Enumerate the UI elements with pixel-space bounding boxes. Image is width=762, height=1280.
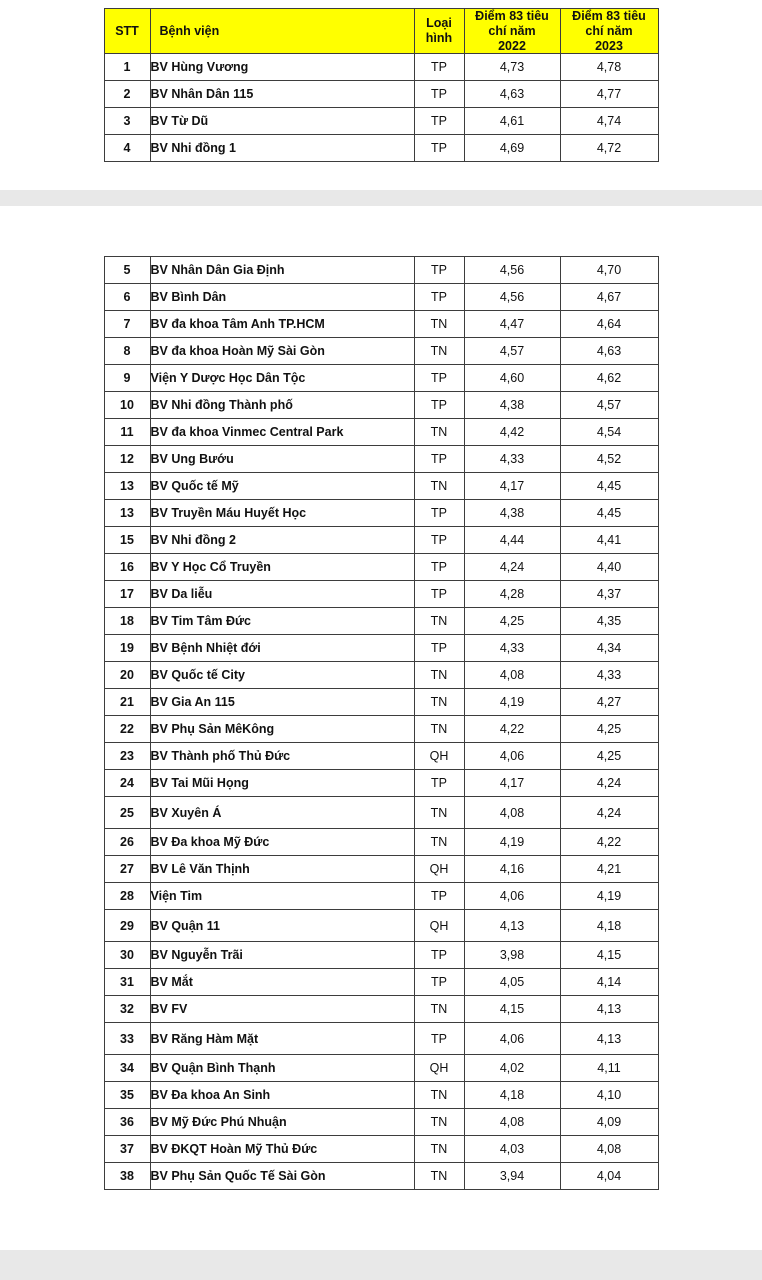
table-row: [104, 500, 658, 527]
cell-type: TP: [414, 284, 464, 311]
cell-score-2023: 4,09: [560, 1109, 658, 1136]
cell-type: QH: [414, 856, 464, 883]
table-row: [104, 797, 658, 829]
table-row: [104, 942, 658, 969]
cell-score-2022: 4,15: [464, 996, 560, 1023]
table-row: [104, 108, 658, 135]
table-header: [104, 9, 658, 54]
table-row: [104, 284, 658, 311]
cell-type: TP: [414, 500, 464, 527]
cell-score-2023: 4,62: [560, 365, 658, 392]
cell-score-2023: 4,13: [560, 1023, 658, 1055]
cell-score-2023: 4,35: [560, 608, 658, 635]
cell-type: TP: [414, 1023, 464, 1055]
cell-stt: 30: [104, 942, 150, 969]
cell-hospital-name: BV Xuyên Á: [150, 797, 414, 829]
cell-stt: 31: [104, 969, 150, 996]
cell-score-2023: 4,77: [560, 81, 658, 108]
cell-hospital-name: BV Từ Dũ: [150, 108, 414, 135]
cell-score-2022: 4,08: [464, 662, 560, 689]
cell-stt: 29: [104, 910, 150, 942]
cell-stt: 21: [104, 689, 150, 716]
cell-stt: 20: [104, 662, 150, 689]
cell-hospital-name: BV Quận Bình Thạnh: [150, 1055, 414, 1082]
cell-type: TN: [414, 473, 464, 500]
cell-hospital-name: BV đa khoa Vinmec Central Park: [150, 419, 414, 446]
cell-type: TN: [414, 311, 464, 338]
cell-score-2023: 4,45: [560, 500, 658, 527]
cell-hospital-name: BV Nhi đồng 1: [150, 135, 414, 162]
cell-score-2022: 4,06: [464, 743, 560, 770]
column-header-2022-line3: 2022: [498, 38, 526, 53]
table-row: [104, 1082, 658, 1109]
cell-stt: 2: [104, 81, 150, 108]
cell-stt: 13: [104, 473, 150, 500]
cell-score-2022: 4,44: [464, 527, 560, 554]
cell-score-2023: 4,08: [560, 1136, 658, 1163]
cell-hospital-name: BV Hùng Vương: [150, 54, 414, 81]
table-row: [104, 338, 658, 365]
cell-type: TP: [414, 581, 464, 608]
cell-hospital-name: BV Nhân Dân Gia Định: [150, 257, 414, 284]
column-header-2023-line1: Điểm 83 tiêu: [572, 9, 646, 23]
cell-score-2022: 4,17: [464, 770, 560, 797]
cell-score-2022: 4,05: [464, 969, 560, 996]
cell-score-2022: 4,73: [464, 54, 560, 81]
column-header-type-line1: Loại: [426, 16, 452, 31]
cell-score-2022: 4,47: [464, 311, 560, 338]
column-header-score-2023: [560, 9, 658, 54]
cell-type: TP: [414, 108, 464, 135]
cell-score-2022: 4,69: [464, 135, 560, 162]
cell-type: TN: [414, 419, 464, 446]
cell-type: TP: [414, 554, 464, 581]
cell-score-2023: 4,25: [560, 716, 658, 743]
cell-score-2023: 4,34: [560, 635, 658, 662]
cell-hospital-name: BV Nhi đồng Thành phố: [150, 392, 414, 419]
cell-score-2023: 4,22: [560, 829, 658, 856]
cell-stt: 28: [104, 883, 150, 910]
cell-score-2023: 4,54: [560, 419, 658, 446]
table-row: [104, 527, 658, 554]
cell-hospital-name: BV FV: [150, 996, 414, 1023]
cell-score-2022: 4,38: [464, 500, 560, 527]
cell-hospital-name: BV Da liễu: [150, 581, 414, 608]
cell-type: TN: [414, 608, 464, 635]
cell-stt: 8: [104, 338, 150, 365]
cell-type: TP: [414, 969, 464, 996]
table-row: [104, 608, 658, 635]
cell-type: TN: [414, 797, 464, 829]
cell-stt: 17: [104, 581, 150, 608]
table-row: [104, 1109, 658, 1136]
cell-stt: 32: [104, 996, 150, 1023]
cell-score-2023: 4,64: [560, 311, 658, 338]
cell-score-2022: 4,08: [464, 1109, 560, 1136]
cell-stt: 34: [104, 1055, 150, 1082]
table-row: [104, 54, 658, 81]
cell-score-2022: 4,13: [464, 910, 560, 942]
table-row: [104, 883, 658, 910]
cell-score-2023: 4,78: [560, 54, 658, 81]
cell-score-2022: 4,22: [464, 716, 560, 743]
cell-score-2023: 4,52: [560, 446, 658, 473]
cell-score-2023: 4,67: [560, 284, 658, 311]
table-row: [104, 392, 658, 419]
cell-hospital-name: BV Nhi đồng 2: [150, 527, 414, 554]
cell-type: TN: [414, 338, 464, 365]
cell-hospital-name: BV Phụ Sản MêKông: [150, 716, 414, 743]
cell-score-2023: 4,57: [560, 392, 658, 419]
cell-score-2022: 4,17: [464, 473, 560, 500]
cell-hospital-name: BV Nguyễn Trãi: [150, 942, 414, 969]
cell-score-2022: 4,02: [464, 1055, 560, 1082]
cell-stt: 9: [104, 365, 150, 392]
table-row: [104, 81, 658, 108]
table-row: [104, 1055, 658, 1082]
cell-score-2022: 4,19: [464, 689, 560, 716]
cell-type: TN: [414, 1109, 464, 1136]
cell-type: TP: [414, 770, 464, 797]
cell-hospital-name: BV Ung Bướu: [150, 446, 414, 473]
cell-hospital-name: BV ĐKQT Hoàn Mỹ Thủ Đức: [150, 1136, 414, 1163]
table-row: [104, 1023, 658, 1055]
table-row: [104, 1163, 658, 1190]
cell-score-2023: 4,74: [560, 108, 658, 135]
cell-hospital-name: BV Mỹ Đức Phú Nhuận: [150, 1109, 414, 1136]
cell-score-2022: 4,38: [464, 392, 560, 419]
cell-score-2023: 4,41: [560, 527, 658, 554]
table-row: [104, 554, 658, 581]
cell-hospital-name: BV Tai Mũi Họng: [150, 770, 414, 797]
cell-stt: 3: [104, 108, 150, 135]
cell-stt: 22: [104, 716, 150, 743]
cell-score-2022: 4,57: [464, 338, 560, 365]
column-header-hospital: Bệnh viện: [150, 9, 414, 54]
cell-score-2022: 4,42: [464, 419, 560, 446]
cell-score-2022: 4,08: [464, 797, 560, 829]
cell-stt: 24: [104, 770, 150, 797]
cell-score-2023: 4,11: [560, 1055, 658, 1082]
cell-stt: 33: [104, 1023, 150, 1055]
cell-score-2022: 4,06: [464, 883, 560, 910]
cell-type: TN: [414, 716, 464, 743]
cell-stt: 5: [104, 257, 150, 284]
cell-score-2023: 4,24: [560, 797, 658, 829]
table-row: [104, 716, 658, 743]
cell-score-2022: 4,16: [464, 856, 560, 883]
cell-hospital-name: BV Mắt: [150, 969, 414, 996]
cell-score-2023: 4,37: [560, 581, 658, 608]
cell-score-2023: 4,25: [560, 743, 658, 770]
table-row: [104, 365, 658, 392]
cell-hospital-name: BV Đa khoa An Sinh: [150, 1082, 414, 1109]
cell-score-2023: 4,04: [560, 1163, 658, 1190]
cell-stt: 1: [104, 54, 150, 81]
column-header-type-line2: hình: [425, 31, 453, 46]
cell-stt: 19: [104, 635, 150, 662]
table-row: [104, 635, 658, 662]
table-body-part1: [104, 54, 658, 162]
table-row: [104, 662, 658, 689]
cell-type: TN: [414, 1082, 464, 1109]
cell-score-2022: 3,94: [464, 1163, 560, 1190]
cell-stt: 18: [104, 608, 150, 635]
cell-hospital-name: BV Bình Dân: [150, 284, 414, 311]
table-header-row: [104, 9, 658, 54]
cell-score-2023: 4,63: [560, 338, 658, 365]
cell-hospital-name: BV đa khoa Hoàn Mỹ Sài Gòn: [150, 338, 414, 365]
cell-hospital-name: BV Quận 11: [150, 910, 414, 942]
cell-stt: 7: [104, 311, 150, 338]
table-row: [104, 1136, 658, 1163]
cell-type: TN: [414, 829, 464, 856]
cell-score-2023: 4,72: [560, 135, 658, 162]
cell-type: TP: [414, 527, 464, 554]
table-row: [104, 473, 658, 500]
cell-type: TP: [414, 635, 464, 662]
column-header-2023-line3: 2023: [595, 38, 623, 53]
cell-stt: 26: [104, 829, 150, 856]
hospital-ranking-table-part2: [104, 256, 659, 1190]
cell-hospital-name: BV Bệnh Nhiệt đới: [150, 635, 414, 662]
cell-type: TP: [414, 392, 464, 419]
cell-type: TP: [414, 883, 464, 910]
cell-hospital-name: Viện Y Dược Học Dân Tộc: [150, 365, 414, 392]
table-row: [104, 446, 658, 473]
cell-type: QH: [414, 743, 464, 770]
cell-type: TN: [414, 1163, 464, 1190]
cell-type: TP: [414, 446, 464, 473]
cell-hospital-name: BV đa khoa Tâm Anh TP.HCM: [150, 311, 414, 338]
table-row: [104, 910, 658, 942]
cell-score-2023: 4,15: [560, 942, 658, 969]
cell-score-2022: 4,19: [464, 829, 560, 856]
column-header-stt: STT: [104, 9, 150, 54]
document-page-2: [0, 206, 762, 1250]
cell-type: TN: [414, 996, 464, 1023]
table-body-part2: [104, 257, 658, 1190]
column-header-score-2022: [464, 9, 560, 54]
cell-score-2022: 4,25: [464, 608, 560, 635]
cell-type: TN: [414, 1136, 464, 1163]
cell-score-2022: 4,61: [464, 108, 560, 135]
cell-stt: 36: [104, 1109, 150, 1136]
cell-score-2023: 4,40: [560, 554, 658, 581]
cell-stt: 12: [104, 446, 150, 473]
cell-score-2023: 4,13: [560, 996, 658, 1023]
cell-type: QH: [414, 910, 464, 942]
cell-stt: 23: [104, 743, 150, 770]
table-row: [104, 689, 658, 716]
table-row: [104, 419, 658, 446]
cell-hospital-name: BV Thành phố Thủ Đức: [150, 743, 414, 770]
cell-hospital-name: BV Quốc tế Mỹ: [150, 473, 414, 500]
cell-score-2023: 4,45: [560, 473, 658, 500]
table-row: [104, 969, 658, 996]
cell-stt: 16: [104, 554, 150, 581]
cell-score-2022: 4,03: [464, 1136, 560, 1163]
table-row: [104, 743, 658, 770]
cell-type: TP: [414, 135, 464, 162]
cell-hospital-name: BV Răng Hàm Mặt: [150, 1023, 414, 1055]
cell-type: TP: [414, 54, 464, 81]
cell-type: QH: [414, 1055, 464, 1082]
table-row: [104, 581, 658, 608]
cell-score-2022: 4,63: [464, 81, 560, 108]
cell-score-2023: 4,10: [560, 1082, 658, 1109]
cell-score-2023: 4,33: [560, 662, 658, 689]
cell-type: TP: [414, 365, 464, 392]
cell-hospital-name: BV Nhân Dân 115: [150, 81, 414, 108]
hospital-ranking-table-part1: [104, 8, 659, 162]
cell-hospital-name: BV Phụ Sản Quốc Tế Sài Gòn: [150, 1163, 414, 1190]
cell-score-2022: 4,56: [464, 257, 560, 284]
cell-type: TP: [414, 81, 464, 108]
cell-stt: 6: [104, 284, 150, 311]
cell-stt: 15: [104, 527, 150, 554]
cell-hospital-name: BV Gia An 115: [150, 689, 414, 716]
cell-stt: 10: [104, 392, 150, 419]
cell-score-2023: 4,18: [560, 910, 658, 942]
cell-hospital-name: BV Truyền Máu Huyết Học: [150, 500, 414, 527]
cell-score-2023: 4,14: [560, 969, 658, 996]
cell-score-2023: 4,27: [560, 689, 658, 716]
cell-score-2022: 4,33: [464, 635, 560, 662]
table-row: [104, 770, 658, 797]
table-row: [104, 996, 658, 1023]
cell-stt: 38: [104, 1163, 150, 1190]
cell-hospital-name: BV Đa khoa Mỹ Đức: [150, 829, 414, 856]
cell-score-2022: 3,98: [464, 942, 560, 969]
cell-score-2023: 4,24: [560, 770, 658, 797]
cell-stt: 11: [104, 419, 150, 446]
cell-type: TP: [414, 942, 464, 969]
cell-hospital-name: BV Tim Tâm Đức: [150, 608, 414, 635]
cell-type: TN: [414, 662, 464, 689]
cell-score-2022: 4,33: [464, 446, 560, 473]
column-header-type: [414, 9, 464, 54]
cell-stt: 35: [104, 1082, 150, 1109]
cell-stt: 13: [104, 500, 150, 527]
cell-hospital-name: BV Quốc tế City: [150, 662, 414, 689]
column-header-2022-line2: chí năm: [488, 23, 536, 38]
column-header-2022-line1: Điểm 83 tiêu: [475, 9, 549, 23]
cell-hospital-name: BV Lê Văn Thịnh: [150, 856, 414, 883]
cell-score-2022: 4,28: [464, 581, 560, 608]
table-row: [104, 856, 658, 883]
table-row: [104, 135, 658, 162]
cell-hospital-name: BV Y Học Cổ Truyền: [150, 554, 414, 581]
document-page-1: [0, 0, 762, 190]
cell-score-2022: 4,18: [464, 1082, 560, 1109]
cell-score-2022: 4,24: [464, 554, 560, 581]
cell-stt: 25: [104, 797, 150, 829]
cell-score-2023: 4,19: [560, 883, 658, 910]
cell-stt: 37: [104, 1136, 150, 1163]
table-row: [104, 257, 658, 284]
table-row: [104, 829, 658, 856]
cell-stt: 27: [104, 856, 150, 883]
cell-score-2023: 4,70: [560, 257, 658, 284]
column-header-2023-line2: chí năm: [585, 23, 633, 38]
cell-score-2022: 4,06: [464, 1023, 560, 1055]
cell-score-2023: 4,21: [560, 856, 658, 883]
page-separator: [0, 190, 762, 206]
cell-type: TP: [414, 257, 464, 284]
cell-stt: 4: [104, 135, 150, 162]
cell-hospital-name: Viện Tim: [150, 883, 414, 910]
cell-score-2022: 4,60: [464, 365, 560, 392]
table-row: [104, 311, 658, 338]
cell-score-2022: 4,56: [464, 284, 560, 311]
cell-type: TN: [414, 689, 464, 716]
